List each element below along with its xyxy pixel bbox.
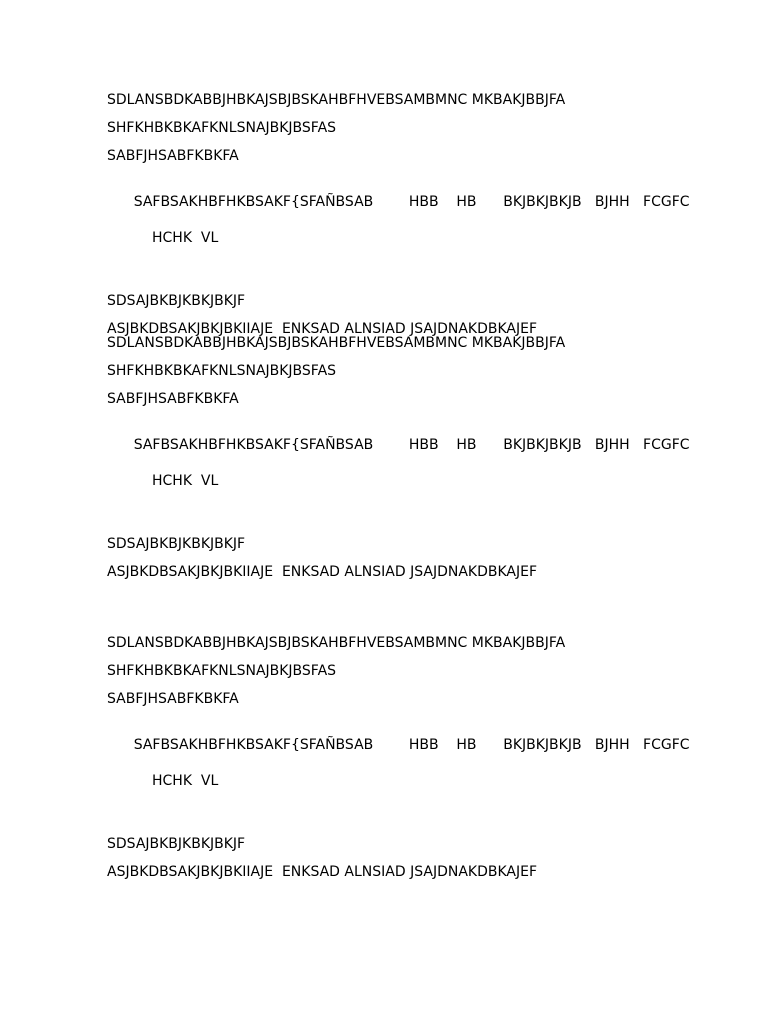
- text-line-wrapped: [107, 718, 707, 826]
- text-line-main: SAFBSAKHBFHKBSAKF{SFAÑBSAB HBB HB BKJBKJBKJB BJHH FCGFC: [133, 194, 690, 210]
- text-line: SHFKHBKBKAFKNLSNAJBKJBSFAS: [107, 363, 337, 379]
- text-line-main: SAFBSAKHBFHKBSAKF{SFAÑBSAB HBB HB BKJBKJBKJB BJHH FCGFC: [133, 437, 690, 453]
- text-line: SDSAJBKBJKBKJBKJF: [107, 836, 246, 852]
- text-line: SHFKHBKBKAFKNLSNAJBKJBSFAS: [107, 120, 337, 136]
- text-block-3: [107, 634, 707, 891]
- text-line: SDLANSBDKABBJHBKAJSBJBSKAHBFHVEBSAMBMNC MKBAKJBBJFA: [107, 635, 566, 651]
- text-line: SABFJHSABFKBKFA: [107, 391, 239, 407]
- text-line: SDSAJBKBJKBKJBKJF: [107, 293, 246, 309]
- text-line-continuation: HCHK VL: [152, 473, 219, 489]
- text-line: ASJBKDBSAKJBKJBKIIAJE ENKSAD ALNSIAD JSAJDNAKDBKAJEF: [107, 564, 538, 580]
- text-line-wrapped: [107, 418, 707, 526]
- text-line-continuation: HCHK VL: [152, 773, 219, 789]
- text-line: ASJBKDBSAKJBKJBKIIAJE ENKSAD ALNSIAD JSAJDNAKDBKAJEF: [107, 321, 538, 337]
- text-line: ASJBKDBSAKJBKJBKIIAJE ENKSAD ALNSIAD JSAJDNAKDBKAJEF: [107, 864, 538, 880]
- text-line: SDSAJBKBJKBKJBKJF: [107, 536, 246, 552]
- text-line: SDLANSBDKABBJHBKAJSBJBSKAHBFHVEBSAMBMNC MKBAKJBBJFA: [107, 92, 566, 108]
- text-line-main: SAFBSAKHBFHKBSAKF{SFAÑBSAB HBB HB BKJBKJBKJB BJHH FCGFC: [133, 737, 690, 753]
- text-line: SABFJHSABFKBKFA: [107, 691, 239, 707]
- text-line: SABFJHSABFKBKFA: [107, 148, 239, 164]
- text-line: SHFKHBKBKAFKNLSNAJBKJBSFAS: [107, 663, 337, 679]
- text-block-2: [107, 334, 707, 591]
- text-line-wrapped: [107, 175, 707, 283]
- text-line-continuation: HCHK VL: [152, 230, 219, 246]
- text-block-1: [107, 91, 707, 348]
- text-line: SDLANSBDKABBJHBKAJSBJBSKAHBFHVEBSAMBMNC MKBAKJBBJFA: [107, 335, 566, 351]
